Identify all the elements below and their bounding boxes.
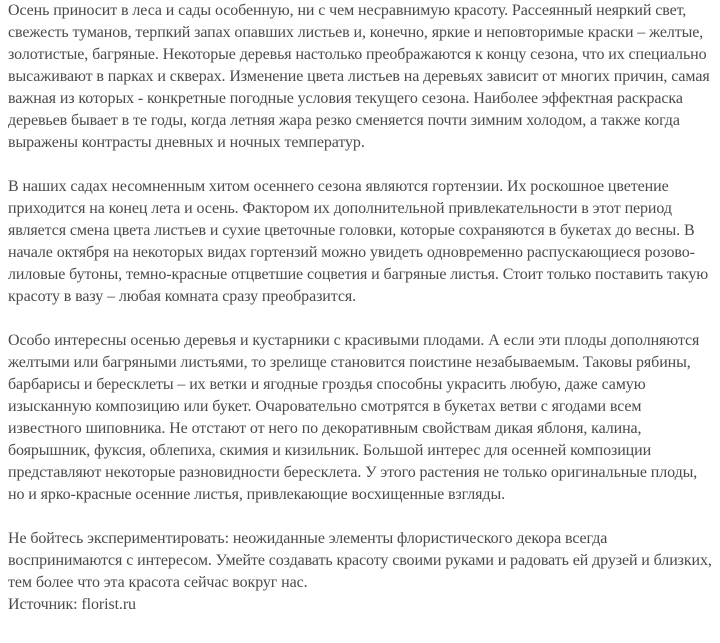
paragraph-2: В наших садах несомненным хитом осеннего сезона являются гортензии. Их роскошное цветение приходится на конец лета и осень. Фактором их дополнительной привлекательности в этот период является смена цвета листьев и сухие цветочные головки, которые сохраняются в букетах до весны. В начале октября на некоторых видах гортензий можно увидеть одновременно распускающиеся розово-лиловые бутоны, темно-красные отцветшие соцветия и багряные листья. Стоит только поставить такую красоту в вазу – любая комната сразу преобразится. bbox=[8, 178, 709, 305]
paragraph-4: Не бойтесь экспериментировать: неожиданные элементы флористического декора всегда воспринимаются с интересом. Умейте создавать красоту своими руками и радовать ей друзей и близких, тем более что эта красота сейчас вокруг нас. bbox=[8, 530, 712, 591]
paragraph-spacer bbox=[8, 308, 716, 330]
paragraph-3: Особо интересны осенью деревья и кустарники с красивыми плодами. А если эти плоды дополняются желтыми или багряными листьями, то зрелище становится поистине незабываемым. Таковы рябины, барбарисы и бересклеты – их ветки и ягодные гроздья способны украсить любую, даже самую изысканную композицию или букет. Очаровательно смотрятся в букетах ветви с ягодами всем известного шиповника. Не отстают от него по декоративным свойствам дикая яблоня, калина, боярышник, фуксия, облепиха, скимия и кизильник. Большой интерес для осенней композиции представляют некоторые разновидности бересклета. У этого растения не только оригинальные плоды, но и ярко-красные осенние листья, привлекающие восхищенные взгляды. bbox=[8, 332, 700, 503]
source-line: Источник: florist.ru bbox=[8, 596, 136, 613]
paragraph-1: Осень приносит в леса и сады особенную, ни с чем несравнимую красоту. Рассеянный неяркий свет, свежесть туманов, терпкий запах опавших листьев и, конечно, яркие и неповторимые краски – желтые, золотистые, багряные. Некоторые деревья настолько преображаются к концу сезона, что их специально высаживают в парках и скверах. Изменение цвета листьев на деревьях зависит от многих причин, самая важная из которых - конкретные погодные условия текущего сезона. Наиболее эффектная раскраска деревьев бывает в те годы, когда летняя жара резко сменяется почти зимним холодом, а также когда выражены контрасты дневных и ночных температур. bbox=[8, 2, 710, 151]
paragraph-spacer bbox=[8, 154, 716, 176]
paragraph-spacer bbox=[8, 506, 716, 528]
